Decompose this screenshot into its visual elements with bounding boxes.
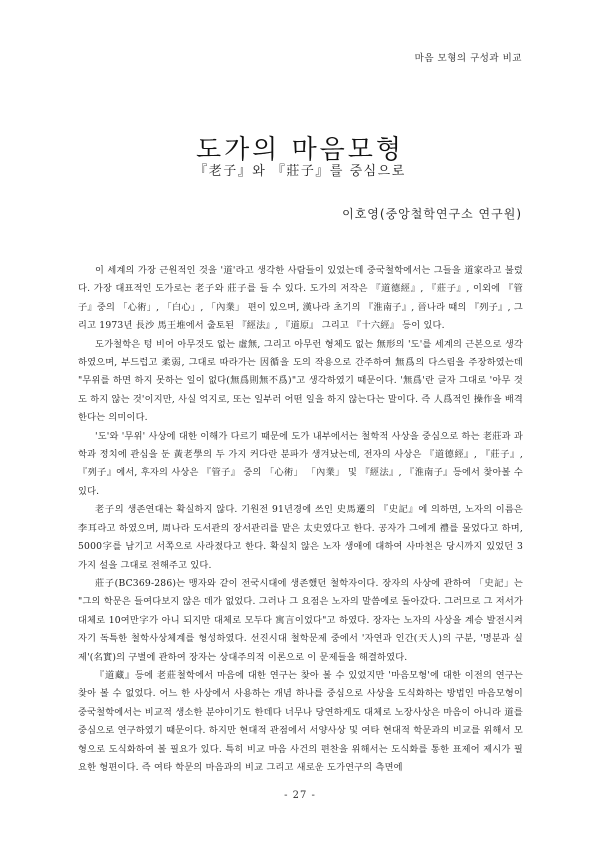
article-title: 도가의 마음모형	[195, 135, 405, 166]
body-paragraph: 老子의 생존연대는 확실하지 않다. 기원전 91년경에 쓰인 史馬遷의 『史記』에 의하면, 노자의 이름은 李耳라고 하였으며, 周나라 도서관의 장서관리를 맡은 太史였다고 한다. 공자가 그에게 禮를 물었다고 하며, 5000字를 남기고 서쪽으로 사라졌다고 한다. 확실치 않은 노자 생애에 대하여 사마천은 당시까지 있었던 3가지 설을 그대로 전해주고 있다.	[78, 504, 523, 571]
article-body	[78, 262, 523, 777]
body-paragraph: 『道藏』등에 老莊철학에서 마음에 대한 연구는 찾아 볼 수 있었지만 '마음모형'에 대한 이전의 연구는 찾아 볼 수 없었다. 어느 한 사상에서 사용하는 개념 하나를 중심으로 사상을 도식화하는 방법인 마음모형이 중국철학에서는 비교적 생소한 분야이기도 한데다 너무나 당연하게도 대체로 노장사상은 마음이 아니라 道를 중심으로 연구하였기 때문이다. 하지만 현대적 관점에서 서양사상 및 여타 현대적 학문과의 비교를 위해서 모형으로 도식화하여 볼 필요가 있다. 특히 비교 마음 사건의 편찬을 위해서는 도식화를 통한 표제어 제시가 필요한 형편이다. 즉 여타 학문의 마음과의 비교 그리고 새로운 도가연구의 측면에	[78, 669, 523, 773]
page-number: - 27 -	[284, 790, 316, 801]
article-subtitle: 『老子』와 『莊子』를 중심으로	[194, 164, 406, 179]
body-paragraph: 도가철학은 텅 비어 아무것도 없는 虛無, 그리고 아무런 형체도 없는 無形의 '도'를 세계의 근본으로 생각하였으며, 부드럽고 柔弱, 그대로 따라가는 因循을 도의 작용으로 간주하여 無爲의 다스림을 주장하였는데 "무위를 하면 하지 못하는 일이 없다(無爲則無不爲)"고 생각하였기 때문이다. '無爲'란 글자 그대로 '아무 것도 하지 않는 것'이지만, 사실 억지로, 또는 일부러 어떤 일을 하지 않는다는 말이다. 즉 人爲적인 操作을 배격한다는 의미이다.	[78, 338, 523, 424]
author-line: 이호영(중앙철학연구소 연구원)	[342, 207, 522, 221]
body-paragraph: '도'와 '무위' 사상에 대한 이해가 다르기 때문에 도가 내부에서는 철학적 사상을 중심으로 하는 老莊과 과학과 정치에 관심을 둔 黃老學의 두 가지 커다란 분파가 생겨났는데, 전자의 사상은 『道德經』, 『莊子』, 『列子』에서, 후자의 사상은 『管子』 중의 「心術」 「內業」 및 『經法』, 『淮南子』등에서 찾아볼 수 있다.	[78, 430, 523, 497]
running-header: 마음 모형의 구성과 비교	[414, 53, 522, 64]
body-paragraph: 이 세계의 가장 근원적인 것을 '道'라고 생각한 사람들이 있었는데 중국철학에서는 그들을 道家라고 불렀다. 가장 대표적인 도가로는 老子와 莊子를 들 수 있다. 도가의 저작은 『道德經』, 『莊子』, 이외에 『管子』중의 「心術」, 「白心」, 「內業」 편이 있으며, 漢나라 초기의 『淮南子』, 晉나라 때의 『列子』, 그리고 1973년 長沙 馬王堆에서 출토된 『經法』, 『道原』 그리고 『十六經』 등이 있다.	[78, 265, 523, 332]
body-paragraph: 莊子(BC369-286)는 맹자와 같이 전국시대에 생존했던 철학자이다. 장자의 사상에 관하여 「史記」는 "그의 학문은 들여다보지 않은 데가 없었다. 그러나 그 요점은 노자의 말씀에로 돌아갔다. 그러므로 그 저서가 대체로 10여만字가 아니 되지만 대체로 모두다 寓言이었다"고 하였다. 장자는 노자의 사상을 계승 발전시켜 자기 독특한 철학사상체계를 형성하였다. 선진시대 철학문제 중에서 '자연과 인간(天人)의 구분, '명분과 실제'(名實)의 구별에 관하여 장자는 상대주의적 이론으로 이 문제들을 해결하였다.	[78, 577, 523, 663]
